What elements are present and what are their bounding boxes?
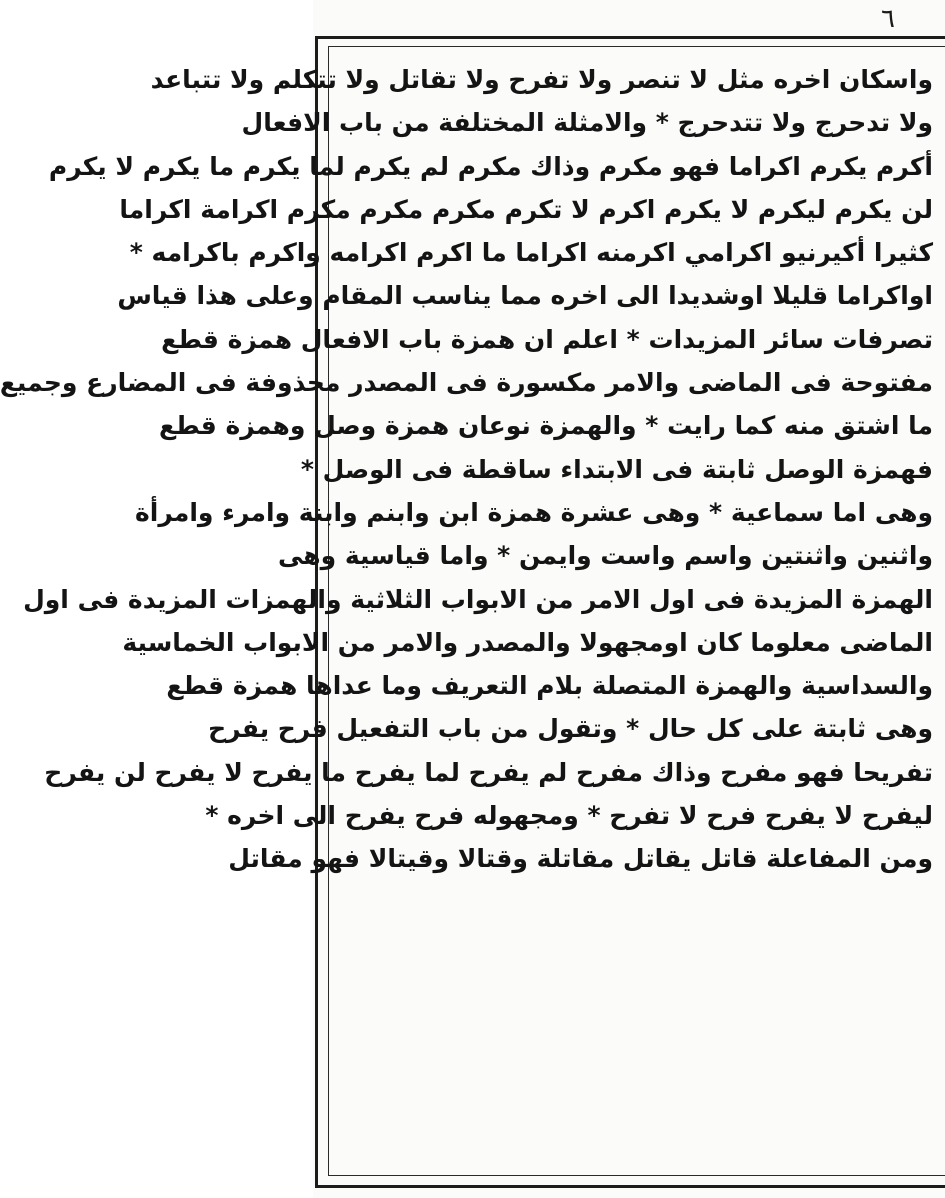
- text-body: [0, 58, 939, 1158]
- text-line: الهمزة المزيدة فى اول الامر من الابواب الثلاثية والهمزات المزيدة فى اول: [23, 584, 933, 614]
- text-line: ولا تدحرج ولا تتدحرج * والامثلة المختلفة من باب الافعال: [241, 108, 933, 138]
- text-line: والسداسية والهمزة المتصلة بلام التعريف وما عداها همزة قطع: [166, 671, 933, 701]
- text-line: ليفرح لا يفرح فرح لا تفرح * ومجهوله فرح يفرح الى اخره *: [205, 801, 933, 831]
- text-line: اواكراما قليلا اوشديدا الى اخره مما يناسب المقام وعلى هذا قياس: [117, 281, 933, 311]
- text-line: وهى ثابتة على كل حال * وتقول من باب التفعيل فرح يفرح: [208, 714, 933, 744]
- text-line: ما اشتق منه كما رايت * والهمزة نوعان همزة وصل وهمزة قطع: [158, 411, 933, 441]
- text-line: تفريحا فهو مفرح وذاك مفرح لم يفرح لما يفرح ما يفرح لا يفرح لن يفرح: [44, 757, 933, 787]
- text-line: مفتوحة فى الماضى والامر مكسورة فى المصدر محذوفة فى المضارع وجميع: [0, 368, 933, 398]
- text-line: أكرم يكرم اكراما فهو مكرم وذاك مكرم لم يكرم لما يكرم ما يكرم لا يكرم: [48, 151, 933, 181]
- text-line: وهى اما سماعية * وهى عشرة همزة ابن وابنم وابنة وامرء وامرأة: [135, 497, 933, 527]
- text-line: ومن المفاعلة قاتل يقاتل مقاتلة وقتالا وقيتالا فهو مقاتل: [228, 844, 933, 874]
- text-line: الماضى معلوما كان اومجهولا والمصدر والامر من الابواب الخماسية: [122, 627, 933, 657]
- text-line: واثنين واثنتين واسم واست وايمن * واما قياسية وهى: [278, 541, 933, 571]
- text-line: لن يكرم ليكرم لا يكرم اكرم لا تكرم مكرم مكرم مكرم اكرامة اكراما: [119, 194, 933, 224]
- text-line: واسكان اخره مثل لا تنصر ولا تفرح ولا تقاتل ولا تتكلم ولا تتباعد: [150, 65, 933, 94]
- page-number: ٦: [881, 4, 895, 34]
- text-line: فهمزة الوصل ثابتة فى الابتداء ساقطة فى الوصل *: [300, 454, 933, 484]
- text-line: كثيرا أكيرنيو اكرامي اكرمنه اكراما ما اكرم اكرامه واكرم باكرامه *: [129, 238, 933, 268]
- text-line: تصرفات سائر المزيدات * اعلم ان همزة باب الافعال همزة قطع: [161, 324, 933, 354]
